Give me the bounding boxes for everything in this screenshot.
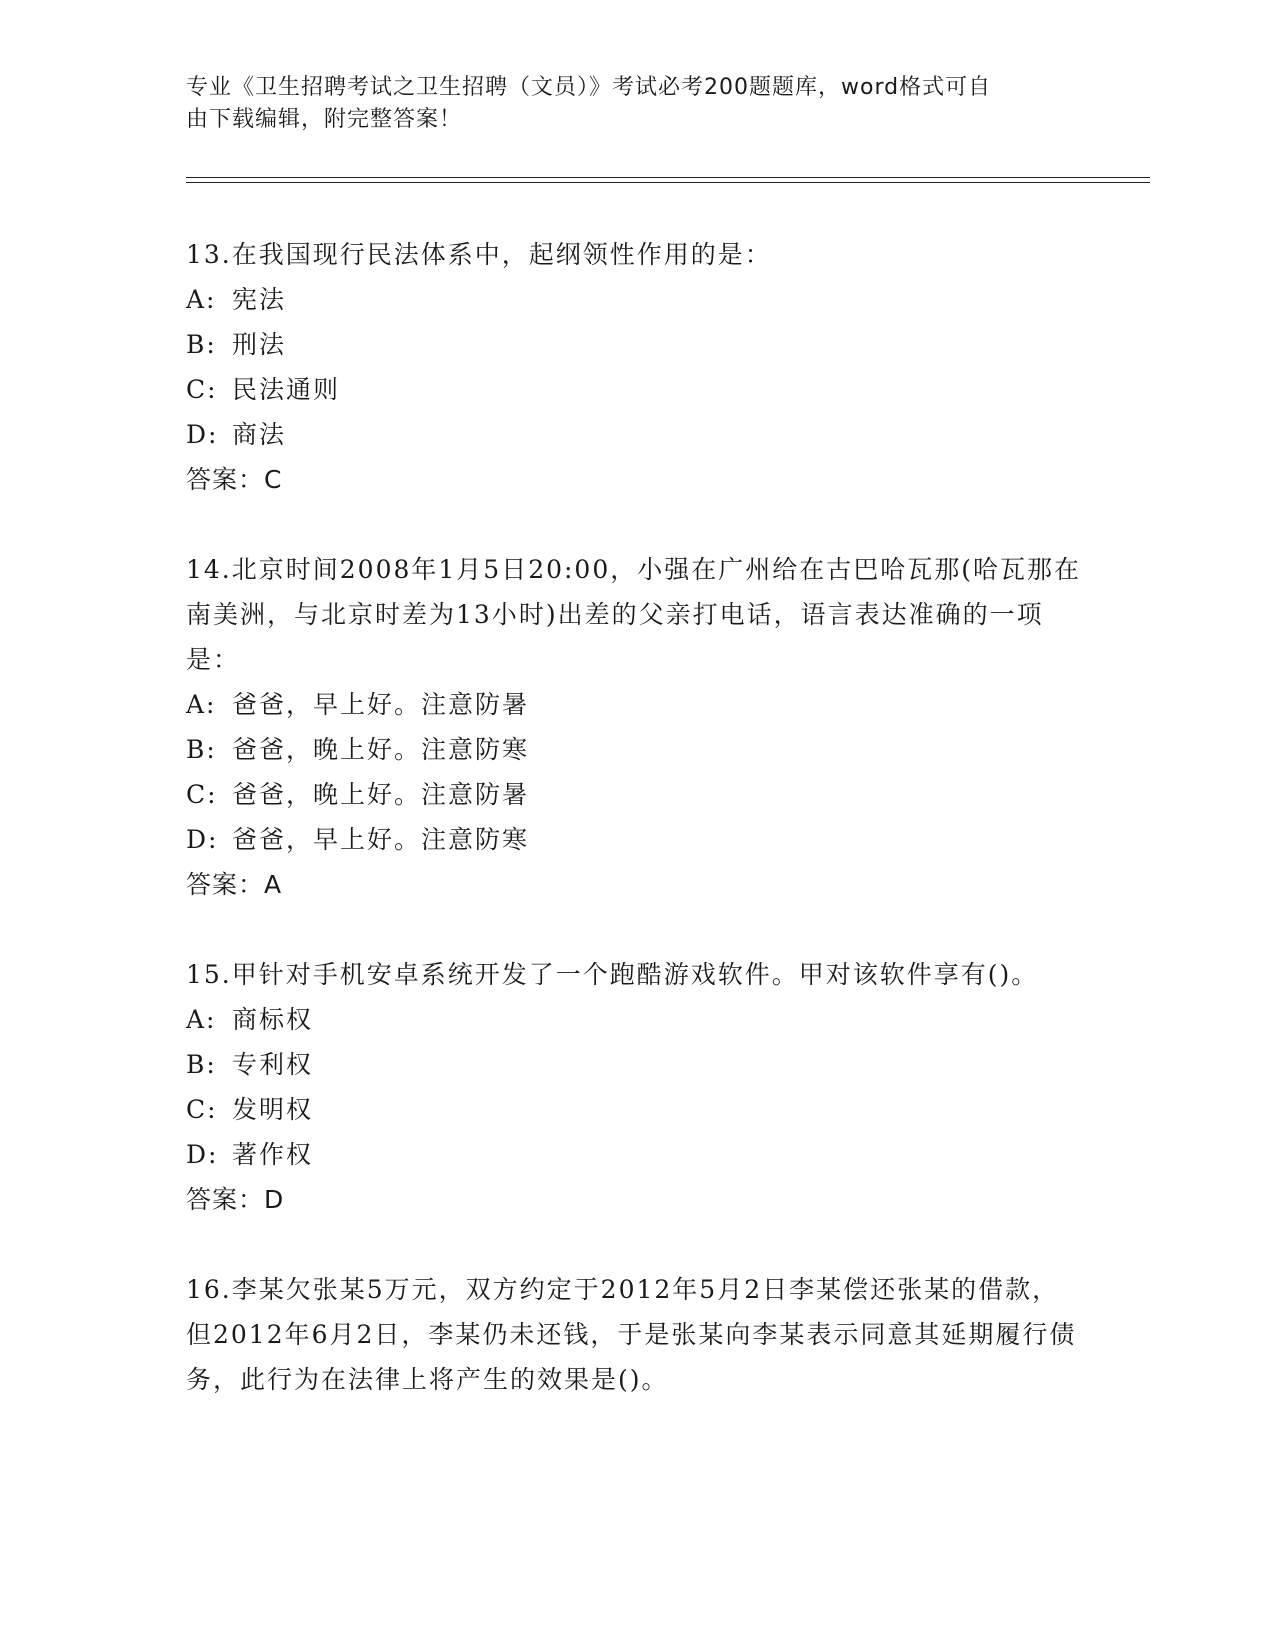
option-c	[186, 367, 1086, 412]
option-c	[186, 1087, 1086, 1132]
option-a	[186, 277, 1086, 322]
question-stem: 13.在我国现行民法体系中，起纲领性作用的是：	[186, 240, 772, 269]
option-a	[186, 997, 1086, 1042]
option-key: C:	[186, 1095, 218, 1124]
option-b	[186, 1042, 1086, 1087]
option-text: 宪法	[232, 285, 287, 314]
option-key: C:	[186, 780, 218, 809]
option-text: 商标权	[232, 1005, 314, 1034]
question-15	[186, 952, 1086, 1222]
question-stem: 14.北京时间2008年1月5日20:00，小强在广州给在古巴哈瓦那(哈瓦那在南美洲，与北京时差为13小时)出差的父亲打电话，语言表达准确的一项是：	[186, 555, 1081, 674]
option-text: 商法	[232, 420, 287, 449]
option-key: C:	[186, 375, 218, 404]
option-c	[186, 772, 1086, 817]
option-key: B:	[186, 330, 217, 359]
question-13	[186, 232, 1086, 502]
option-key: B:	[186, 735, 217, 764]
option-key: D:	[186, 420, 219, 449]
option-text: 著作权	[232, 1140, 314, 1169]
option-b	[186, 727, 1086, 772]
option-key: A:	[186, 690, 217, 719]
option-text: 爸爸，晚上好。注意防寒	[232, 735, 530, 764]
header-divider-bottom	[186, 182, 1150, 183]
option-a	[186, 682, 1086, 727]
option-key: D:	[186, 1140, 219, 1169]
question-14	[186, 547, 1086, 907]
question-stem: 15.甲针对手机安卓系统开发了一个跑酷游戏软件。甲对该软件享有()。	[186, 960, 1039, 989]
option-text: 爸爸，晚上好。注意防暑	[232, 780, 530, 809]
option-d	[186, 412, 1086, 457]
question-stem: 16.李某欠张某5万元，双方约定于2012年5月2日李某偿还张某的借款，但2012年6月2日，李某仍未还钱，于是张某向李某表示同意其延期履行债务，此行为在法律上将产生的效果是()。	[186, 1275, 1077, 1394]
option-key: A:	[186, 1005, 217, 1034]
option-key: B:	[186, 1050, 217, 1079]
option-b	[186, 322, 1086, 367]
answer-line: 答案：D	[186, 1185, 285, 1214]
question-16	[186, 1267, 1086, 1402]
header-divider-top	[186, 177, 1150, 178]
option-text: 民法通则	[232, 375, 341, 404]
option-text: 爸爸，早上好。注意防寒	[232, 825, 530, 854]
answer-line: 答案：A	[186, 870, 283, 899]
answer-line: 答案：C	[186, 465, 283, 494]
header-line-1: 专业《卫生招聘考试之卫生招聘（文员）》考试必考200题题库，word格式可自	[186, 75, 992, 100]
option-text: 爸爸，早上好。注意防暑	[232, 690, 530, 719]
option-text: 专利权	[232, 1050, 314, 1079]
option-text: 刑法	[232, 330, 287, 359]
option-text: 发明权	[232, 1095, 314, 1124]
header-line-2: 由下载编辑，附完整答案！	[186, 107, 463, 132]
option-key: D:	[186, 825, 219, 854]
question-list	[186, 232, 1086, 1402]
option-d	[186, 817, 1086, 862]
option-key: A:	[186, 285, 217, 314]
option-d	[186, 1132, 1086, 1177]
document-header	[186, 72, 1066, 136]
